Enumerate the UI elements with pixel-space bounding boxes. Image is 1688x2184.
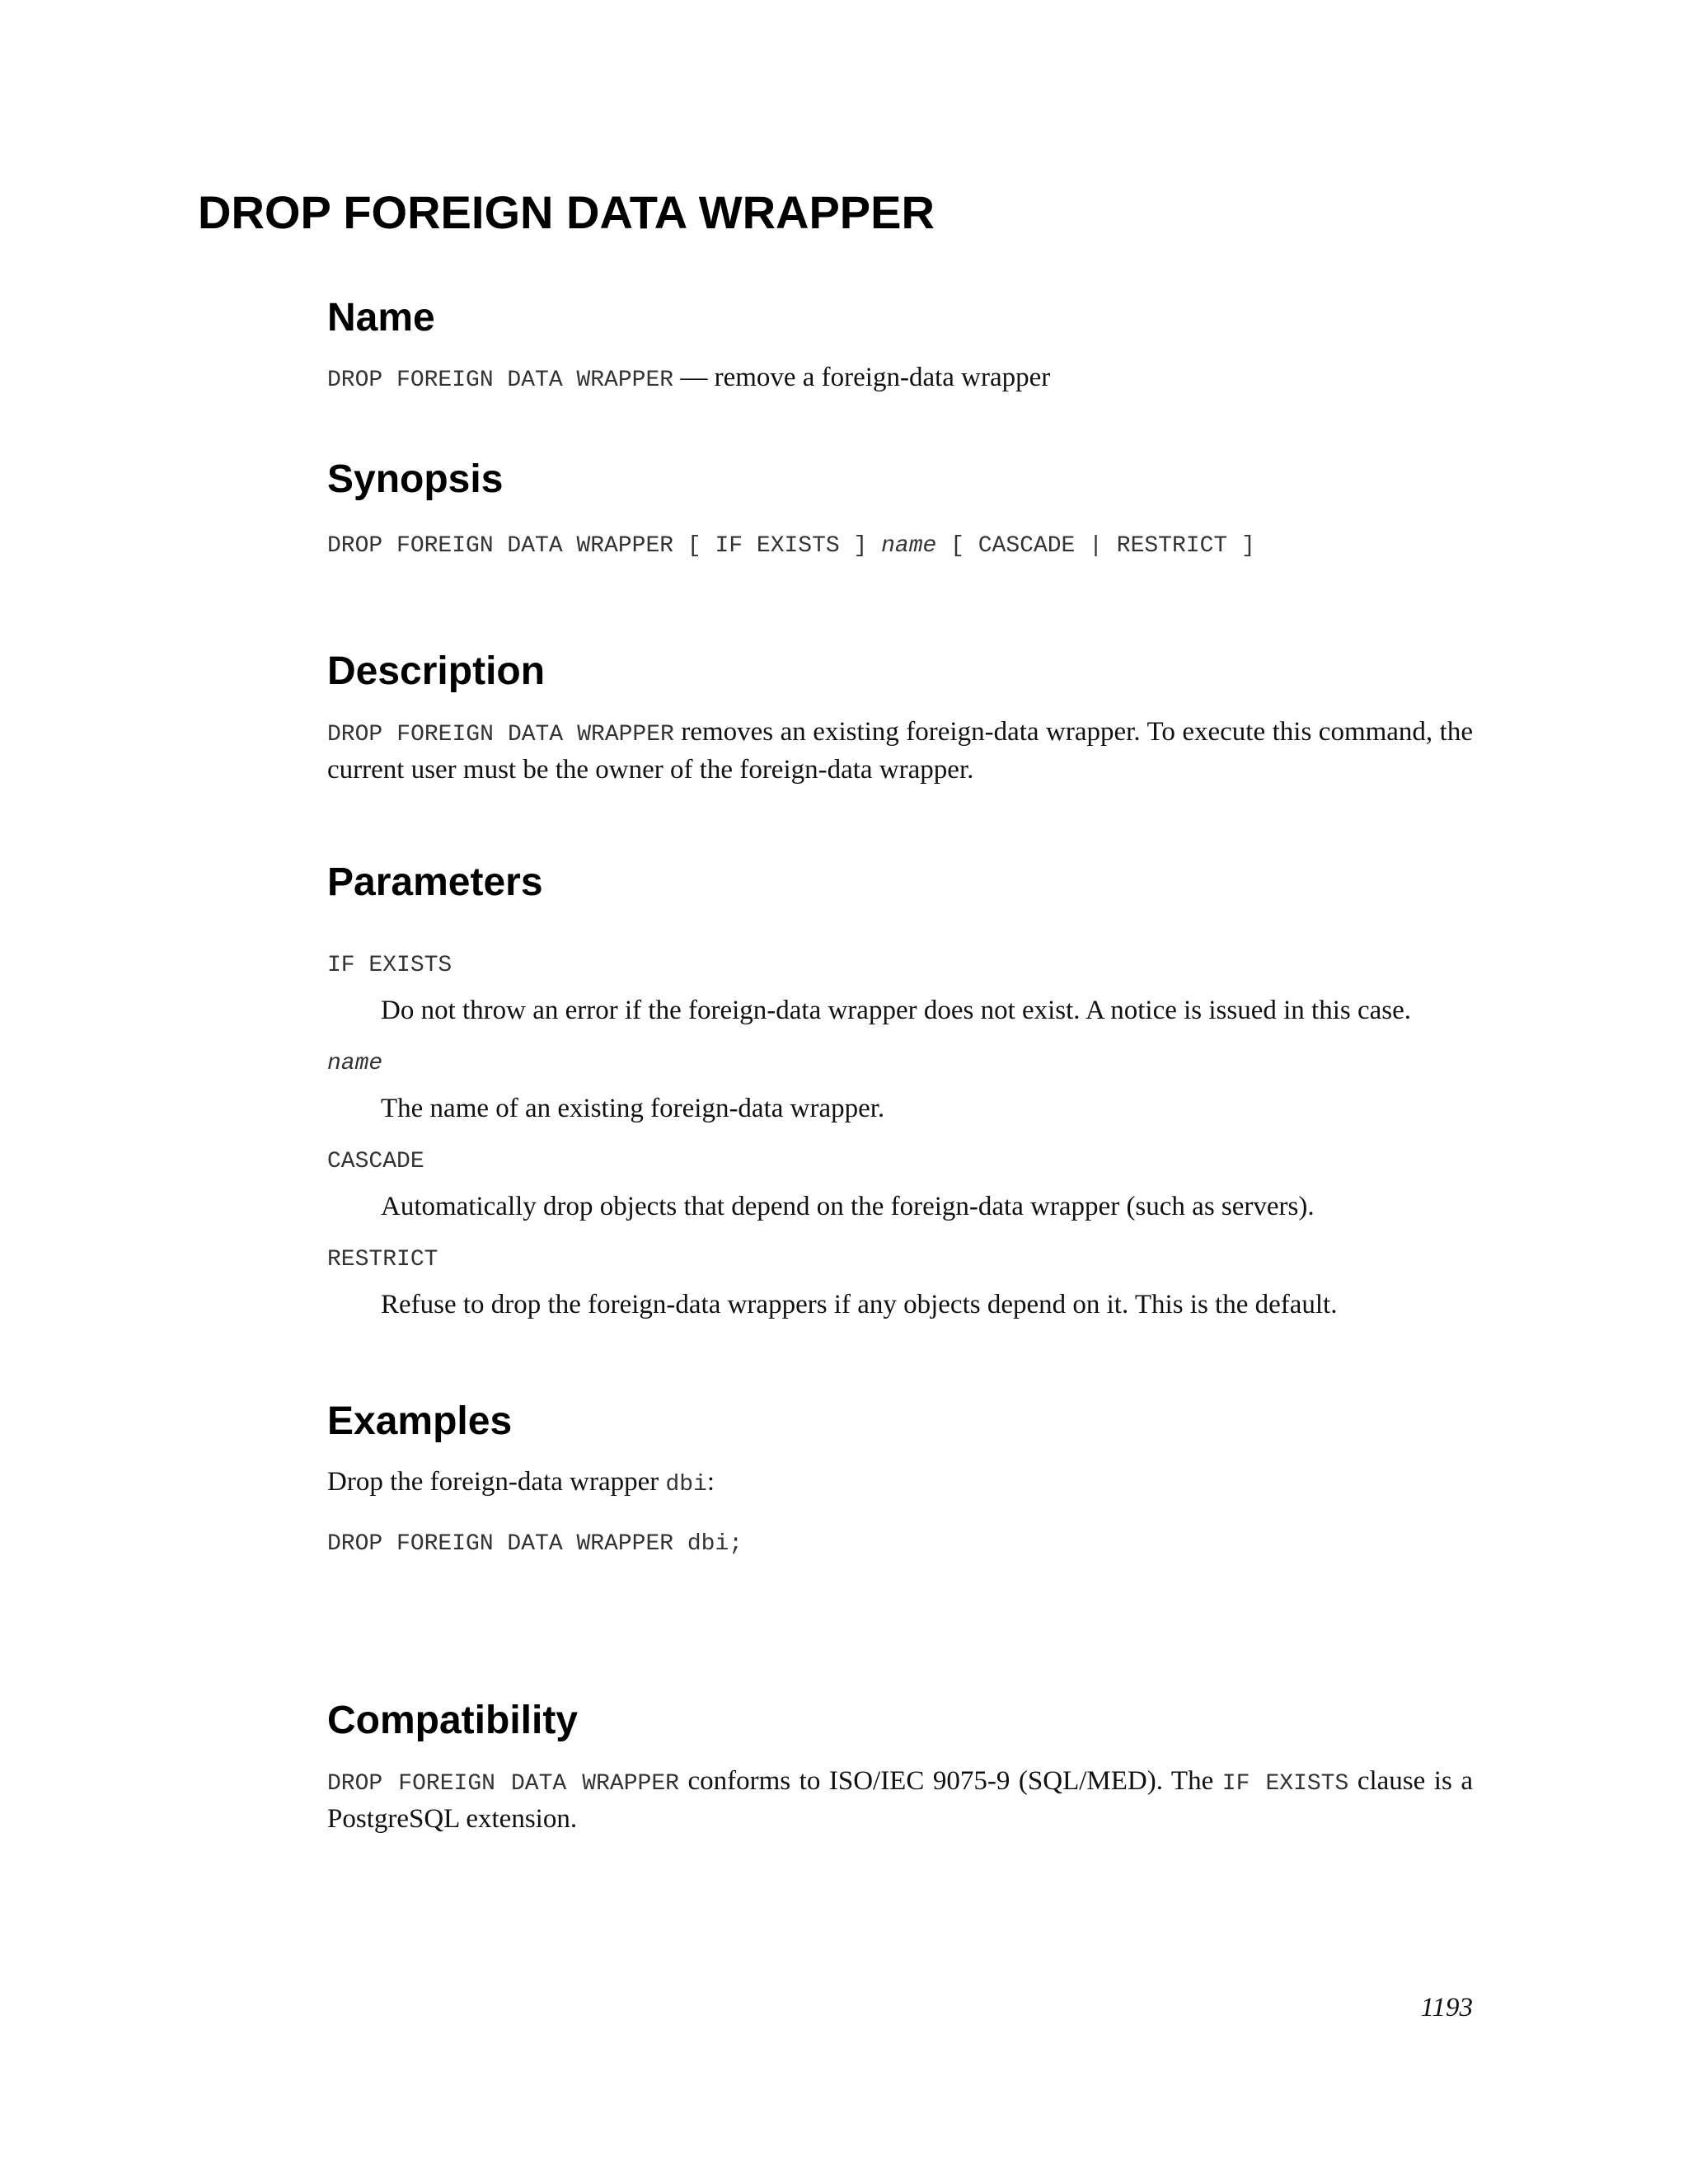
compatibility-command: DROP FOREIGN DATA WRAPPER [327, 1771, 679, 1797]
compatibility-text1: conforms to ISO/IEC 9075-9 (SQL/MED). The [678, 1766, 1222, 1796]
synopsis-placeholder: name [881, 533, 937, 559]
name-paragraph [327, 360, 1473, 398]
page-number: 1193 [1420, 1993, 1473, 2022]
synopsis-code [327, 533, 1255, 559]
description-text: removes an existing foreign-data wrapper. To execute this command, the current user must be the owner of the foreign-data wrapper. [327, 717, 1473, 785]
examples-code: DROP FOREIGN DATA WRAPPER dbi; [327, 1531, 743, 1557]
param-def-if-exists: Do not throw an error if the foreign-data wrapper does not exist. A notice is issued in this case. [381, 996, 1412, 1025]
parameters-heading: Parameters [327, 860, 543, 904]
description-paragraph [327, 715, 1473, 788]
param-def-restrict: Refuse to drop the foreign-data wrappers if any objects depend on it. This is the default. [381, 1290, 1338, 1319]
description-command: DROP FOREIGN DATA WRAPPER [327, 722, 674, 748]
examples-intro [327, 1465, 1473, 1502]
synopsis-heading: Synopsis [327, 457, 504, 501]
examples-intro-text: Drop the foreign-data wrapper [327, 1467, 666, 1497]
compatibility-heading: Compatibility [327, 1699, 579, 1742]
page-title: DROP FOREIGN DATA WRAPPER [198, 186, 935, 238]
param-def-name: The name of an existing foreign-data wrapper. [381, 1094, 885, 1123]
compatibility-paragraph [327, 1764, 1473, 1837]
description-heading: Description [327, 649, 546, 693]
param-term-cascade: CASCADE [327, 1149, 424, 1174]
compatibility-clause: IF EXISTS [1221, 1771, 1349, 1797]
name-command: DROP FOREIGN DATA WRAPPER [327, 368, 674, 393]
examples-intro-end: : [706, 1467, 715, 1497]
synopsis-part1: DROP FOREIGN DATA WRAPPER [ IF EXISTS ] [327, 533, 882, 559]
synopsis-part2: [ CASCADE | RESTRICT ] [936, 533, 1255, 559]
name-heading: Name [327, 296, 435, 340]
param-term-name: name [327, 1051, 383, 1076]
param-term-restrict: RESTRICT [327, 1247, 438, 1272]
name-summary: — remove a foreign-data wrapper [680, 363, 1051, 392]
param-def-cascade: Automatically drop objects that depend on the foreign-data wrapper (such as servers). [381, 1192, 1315, 1221]
compatibility-text2: clause is a PostgreSQL extension. [327, 1766, 1473, 1834]
examples-heading: Examples [327, 1399, 513, 1443]
examples-intro-code: dbi [665, 1472, 707, 1497]
param-term-if-exists: IF EXISTS [327, 953, 452, 978]
